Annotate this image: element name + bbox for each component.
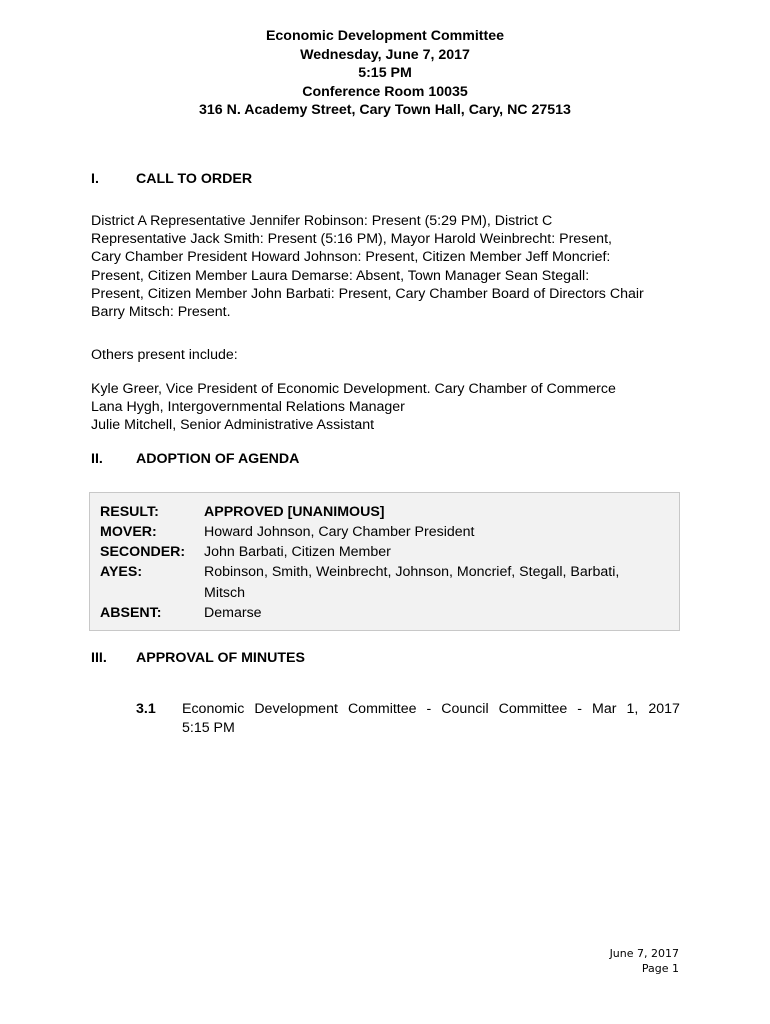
footer-date: June 7, 2017 <box>609 947 679 960</box>
seconder-row <box>100 542 391 563</box>
ayes-value-line1: Robinson, Smith, Weinbrecht, Johnson, Moncrief, Stegall, Barbati, <box>204 564 620 580</box>
others-person: Lana Hygh, Intergovernmental Relations Manager <box>91 399 405 416</box>
absent-value: Demarse <box>204 605 262 621</box>
ayes-value <box>204 562 619 603</box>
mover-row <box>100 522 474 543</box>
attendance-line: Representative Jack Smith: Present (5:16 PM), Mayor Harold Weinbrecht: Present, <box>91 231 612 248</box>
page-footer <box>610 946 679 976</box>
item-text-line1 <box>182 700 680 719</box>
result-row <box>100 502 385 523</box>
attendance-line: Present, Citizen Member Laura Demarse: Absent, Town Manager Sean Stegall: <box>91 267 590 284</box>
item-text <box>182 700 680 737</box>
section-adoption-of-agenda <box>91 450 299 468</box>
section-number: III. <box>91 650 107 666</box>
item-word: Committee <box>498 701 568 717</box>
attendance-line: Cary Chamber President Howard Johnson: Present, Citizen Member Jeff Moncrief: <box>91 249 611 266</box>
item-number: 3.1 <box>136 701 156 717</box>
ayes-value-line2: Mitsch <box>204 584 245 601</box>
item-word: 1, <box>626 701 639 717</box>
result-label: RESULT: <box>100 504 159 520</box>
others-intro-text: Others present include: <box>91 347 238 363</box>
item-word: Council <box>441 701 489 717</box>
section-number: I. <box>91 171 99 187</box>
item-word: 2017 <box>648 701 680 717</box>
others-person: Kyle Greer, Vice President of Economic Development. Cary Chamber of Commerce <box>91 381 616 397</box>
meeting-header <box>0 27 770 120</box>
item-word: Development <box>254 701 338 717</box>
item-word: Committee <box>347 701 417 717</box>
result-value: APPROVED [UNANIMOUS] <box>204 504 385 520</box>
others-intro <box>91 346 691 364</box>
committee-name: Economic Development Committee <box>265 28 505 44</box>
item-word: - <box>426 701 432 717</box>
vote-result-box <box>89 492 680 631</box>
section-approval-of-minutes <box>91 649 305 667</box>
meeting-room: Conference Room 10035 <box>302 83 468 100</box>
attendance-line: Barry Mitsch: Present. <box>91 304 231 321</box>
attendance-line: Present, Citizen Member John Barbati: Present, Cary Chamber Board of Directors Chair <box>91 285 644 302</box>
section-call-to-order <box>91 170 252 188</box>
footer-page-number: Page 1 <box>641 962 679 975</box>
others-list <box>91 380 691 435</box>
item-word: Economic <box>182 701 245 717</box>
others-person: Julie Mitchell, Senior Administrative Assistant <box>91 417 375 434</box>
section-title: CALL TO ORDER <box>136 171 253 187</box>
mover-label: MOVER: <box>100 524 157 540</box>
seconder-value: John Barbati, Citizen Member <box>204 544 391 560</box>
section-number: II. <box>91 451 103 467</box>
mover-value: Howard Johnson, Cary Chamber President <box>204 524 475 540</box>
item-text-line2: 5:15 PM <box>182 719 235 736</box>
section-title: APPROVAL OF MINUTES <box>136 650 305 666</box>
seconder-label: SECONDER: <box>100 544 186 560</box>
meeting-date: Wednesday, June 7, 2017 <box>300 46 470 63</box>
item-word: Mar <box>592 701 617 717</box>
attendance-paragraph <box>91 212 691 321</box>
absent-label: ABSENT: <box>100 605 162 621</box>
item-word: - <box>577 701 582 717</box>
ayes-label: AYES: <box>100 564 143 580</box>
meeting-time: 5:15 PM <box>358 65 412 81</box>
ayes-row <box>100 562 619 603</box>
attendance-line: District A Representative Jennifer Robinson: Present (5:29 PM), District C <box>91 213 553 229</box>
meeting-address: 316 N. Academy Street, Cary Town Hall, Cary, NC 27513 <box>199 102 571 118</box>
absent-row <box>100 603 262 624</box>
section-title: ADOPTION OF AGENDA <box>136 451 300 467</box>
